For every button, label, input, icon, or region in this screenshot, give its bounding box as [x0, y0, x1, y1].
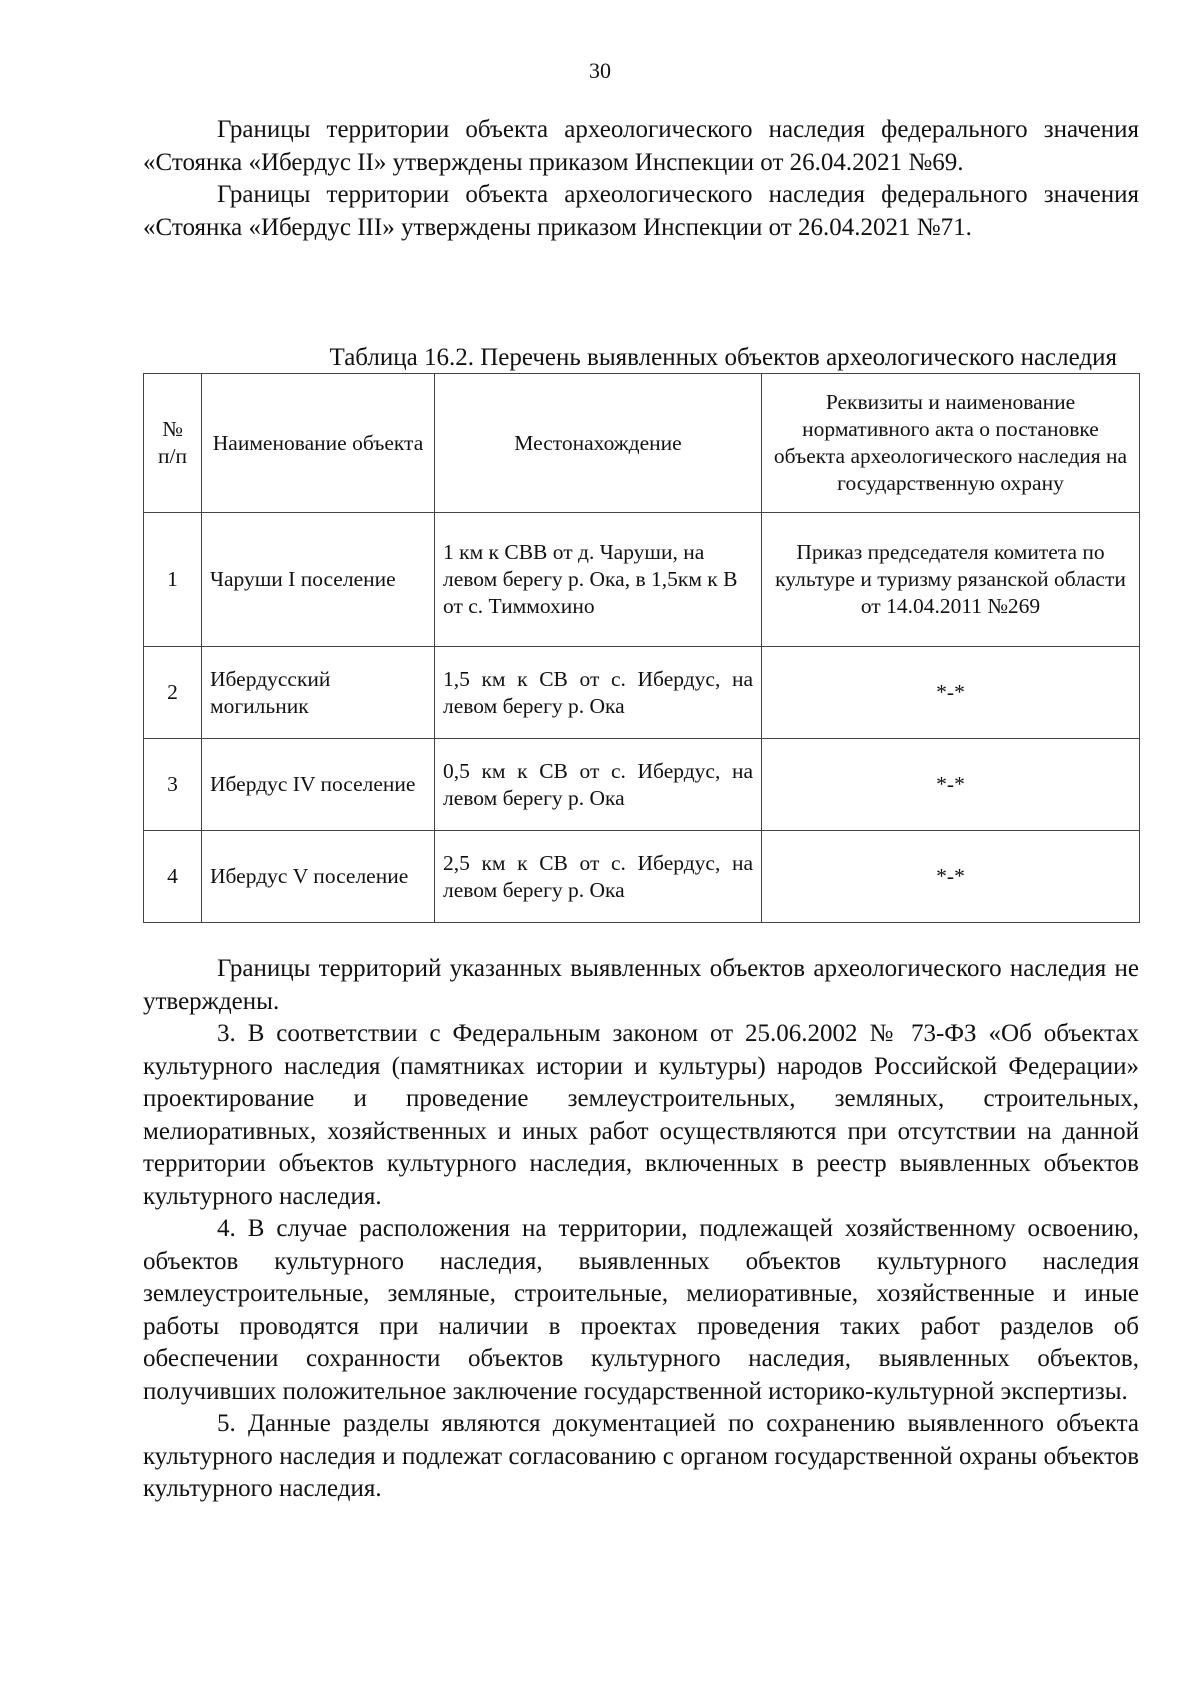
header-act: Реквизиты и наименование нормативного акта о постановке объекта археологического наследия на государственную охрану	[762, 374, 1140, 513]
cell-name: Ибердусский могильник	[202, 647, 435, 739]
cell-num: 2	[144, 647, 202, 739]
cell-location: 0,5 км к СВ от с. Ибердус, на левом берегу р. Ока	[435, 739, 762, 831]
cell-num: 3	[144, 739, 202, 831]
cell-name: Чаруши I поселение	[202, 513, 435, 647]
table-header-row	[144, 374, 1140, 513]
paragraph-item-5: 5. Данные разделы являются документацией по сохранению выявленного объекта культурного наследия и подлежат согласованию с органом государственной охраны объектов культурного наследия.	[143, 1410, 1139, 1502]
cell-name: Ибердус IV поселение	[202, 739, 435, 831]
archaeological-objects-table	[143, 373, 1140, 923]
paragraph-item-3: 3. В соответствии с Федеральным законом от 25.06.2002 № 73-ФЗ «Об объектах культурного наследия (памятниках истории и культуры) народов Российской Федерации» проектирование и проведение землеустроительных, земляных, строительных, мелиоративных, хозяйственных и иных работ осуществляются при отсутствии на данной территории объектов культурного наследия, включенных в реестр выявленных объектов культурного наследия.	[143, 1020, 1139, 1210]
cell-location: 1 км к СВВ от д. Чаруши, на левом берегу р. Ока, в 1,5км к В от с. Тиммохино	[435, 513, 762, 647]
paragraph-boundaries-iberdus-2: Границы территории объекта археологического наследия федерального значения «Стоянка «Ибердус II» утверждены приказом Инспекции от 26.04.2021 №69.	[143, 116, 1139, 176]
table-row	[144, 831, 1140, 923]
header-location: Местонахождение	[435, 374, 762, 513]
cell-num: 1	[144, 513, 202, 647]
table-row	[144, 739, 1140, 831]
closing-text	[143, 953, 1139, 1506]
paragraph-boundaries-not-approved: Границы территорий указанных выявленных объектов археологического наследия не утверждены.	[143, 955, 1139, 1015]
table-row	[144, 513, 1140, 647]
cell-name: Ибердус V поселение	[202, 831, 435, 923]
page-number: 30	[589, 58, 611, 83]
table-row	[144, 647, 1140, 739]
header-num: № п/п	[144, 374, 202, 513]
cell-act: *-*	[762, 739, 1140, 831]
cell-location: 1,5 км к СВ от с. Ибердус, на левом берегу р. Ока	[435, 647, 762, 739]
paragraph-item-4: 4. В случае расположения на территории, подлежащей хозяйственному освоению, объектов культурного наследия, выявленных объектов культурного наследия землеустроительные, земляные, строительные, мелиоративные, хозяйственные и иные работы проводятся при наличии в проектах проведения таких работ разделов об обеспечении сохранности объектов культурного наследия, выявленных объектов, получивших положительное заключение государственной историко-культурной экспертизы.	[143, 1215, 1139, 1405]
cell-act: *-*	[762, 831, 1140, 923]
cell-act: *-*	[762, 647, 1140, 739]
cell-num: 4	[144, 831, 202, 923]
header-name: Наименование объекта	[202, 374, 435, 513]
cell-act: Приказ председателя комитета по культуре и туризму рязанской области от 14.04.2011 №269	[762, 513, 1140, 647]
cell-location: 2,5 км к СВ от с. Ибердус, на левом берегу р. Ока	[435, 831, 762, 923]
paragraph-boundaries-iberdus-3: Границы территории объекта археологического наследия федерального значения «Стоянка «Ибердус III» утверждены приказом Инспекции от 26.04.2021 №71.	[143, 181, 1139, 241]
intro-text	[143, 114, 1139, 244]
table-caption: Таблица 16.2. Перечень выявленных объектов археологического наследия	[329, 344, 1117, 371]
